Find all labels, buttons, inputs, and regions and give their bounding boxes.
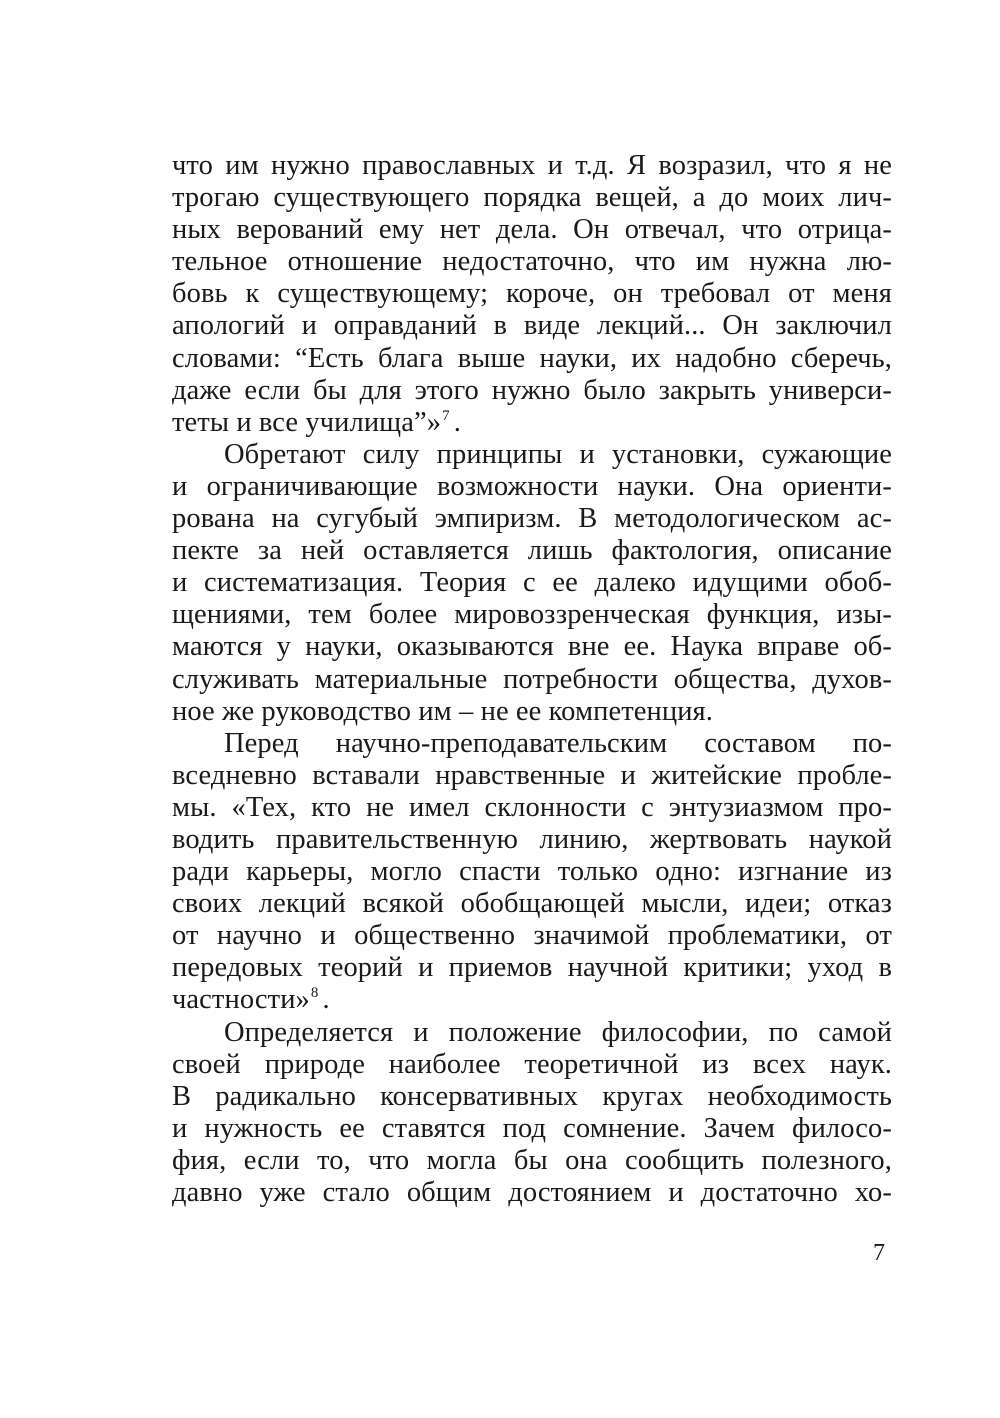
- text-line: В радикально консервативных кругах необходимость: [172, 1080, 892, 1112]
- text-line: своей природе наиболее теоретичной из всех наук.: [172, 1048, 892, 1080]
- footnote-marker-8: 8: [310, 985, 319, 1002]
- text-line: словами: “Есть блага выше науки, их надобно сберечь,: [172, 342, 892, 374]
- text-line-indented: Определяется и положение философии, по самой: [224, 1016, 892, 1048]
- text-line: вседневно вставали нравственные и житейские пробле-: [172, 759, 892, 791]
- text-line-content: теты и все училища”»: [172, 406, 442, 438]
- text-line-indented: Перед научно-преподавательским составом по-: [224, 727, 892, 759]
- text-line: рована на сугубый эмпиризм. В методологическом ас-: [172, 503, 892, 535]
- text-line: передовых теорий и приемов научной критики; уход в: [172, 952, 892, 984]
- text-line: пекте за ней оставляется лишь фактология, описание: [172, 535, 892, 567]
- text-line: ради карьеры, могло спасти только одно: изгнание из: [172, 856, 892, 888]
- text-line: и систематизация. Теория с ее далеко идущими обоб-: [172, 567, 892, 599]
- text-line: что им нужно православных и т.д. Я возразил, что я не: [172, 150, 892, 181]
- text-line: от научно и общественно значимой проблематики, от: [172, 920, 892, 952]
- text-line: давно уже стало общим достоянием и достаточно хо-: [172, 1177, 892, 1208]
- text-line: апологий и оправданий в виде лекций... Он заключил: [172, 310, 892, 342]
- text-line: бовь к существующему; короче, он требовал от меня: [172, 278, 892, 310]
- text-line-last: ное же руководство им – не ее компетенция.: [172, 695, 713, 727]
- paragraph-4: [172, 1017, 892, 1210]
- text-line: служивать материальные потребности общества, духов-: [172, 663, 892, 695]
- text-line-last: [172, 407, 892, 439]
- text-line: ных верований ему нет дела. Он отвечал, что отрица-: [172, 214, 892, 246]
- text-line-content: частности»: [172, 984, 310, 1016]
- text-line-indented: Обретают силу принципы и установки, сужающие: [224, 438, 892, 470]
- text-line: и ограничивающие возможности науки. Она ориенти-: [172, 470, 892, 502]
- sentence-end: .: [453, 406, 461, 438]
- body-text: [172, 150, 892, 1209]
- text-line-last: [172, 984, 892, 1016]
- page-number: 7: [873, 1240, 885, 1266]
- paragraph-2: [172, 439, 892, 728]
- text-line: щениями, тем более мировоззренческая функция, изы-: [172, 599, 892, 631]
- text-line: маются у науки, оказываются вне ее. Наука вправе об-: [172, 631, 892, 663]
- text-line: фия, если то, что могла бы она сообщить полезного,: [172, 1144, 892, 1176]
- sentence-end: .: [322, 984, 330, 1016]
- text-line: своих лекций всякой обобщающей мысли, идеи; отказ: [172, 888, 892, 920]
- text-line: и нужность ее ставятся под сомнение. Зачем филосо-: [172, 1112, 892, 1144]
- text-line: трогаю существующего порядка вещей, а до моих лич-: [172, 182, 892, 214]
- text-line: даже если бы для этого нужно было закрыть универси-: [172, 374, 892, 406]
- paragraph-1: [172, 150, 892, 439]
- text-line: мы. «Тех, кто не имел склонности с энтузиазмом про-: [172, 791, 892, 823]
- text-line: тельное отношение недостаточно, что им нужна лю-: [172, 246, 892, 278]
- footnote-marker-7: 7: [442, 407, 450, 424]
- paragraph-3: [172, 728, 892, 1017]
- text-line: водить правительственную линию, жертвовать наукой: [172, 823, 892, 855]
